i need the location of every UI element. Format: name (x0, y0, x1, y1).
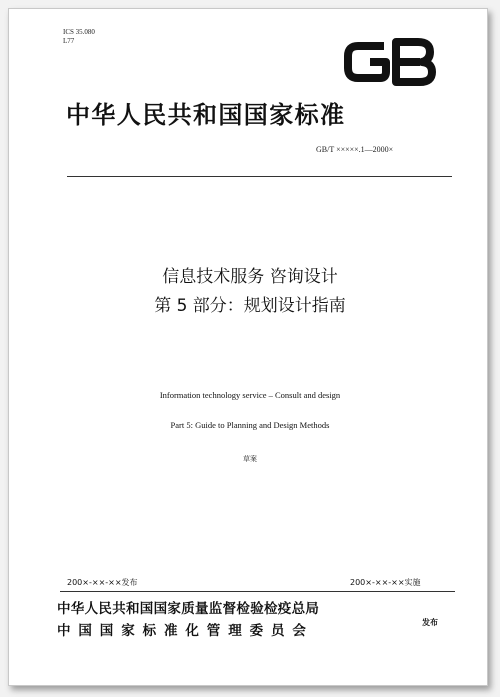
document-title-cn-line1: 信息技术服务 咨询设计 (162, 267, 338, 287)
issuer-sac: 中国国家标准化管理委员会 (57, 623, 314, 639)
publish-label: 发布 (422, 618, 438, 627)
standard-number: GB/T ×××××.1—2000× (316, 145, 394, 154)
effective-date: 200×-××-××实施 (350, 578, 421, 587)
classification-codes (63, 28, 95, 46)
issue-date: 200×-××-××发布 (67, 578, 138, 587)
ccs-code: L77 (63, 37, 75, 45)
gb-logo (340, 34, 438, 88)
draft-label: 草案 (243, 455, 257, 463)
document-title-en-line1: Information technology service – Consult and design (159, 390, 341, 400)
document-title-cn-line2: 第 5 部分：规划设计指南 (154, 296, 346, 316)
header-divider (67, 176, 452, 177)
document-title-en-line2: Part 5: Guide to Planning and Design Methods (170, 420, 330, 430)
footer-divider (60, 591, 455, 592)
ics-code: ICS 35.080 (63, 28, 95, 36)
national-standard-title: 中华人民共和国国家标准 (66, 101, 346, 129)
issuer-aqsiq: 中华人民共和国国家质量监督检验检疫总局 (57, 601, 320, 617)
